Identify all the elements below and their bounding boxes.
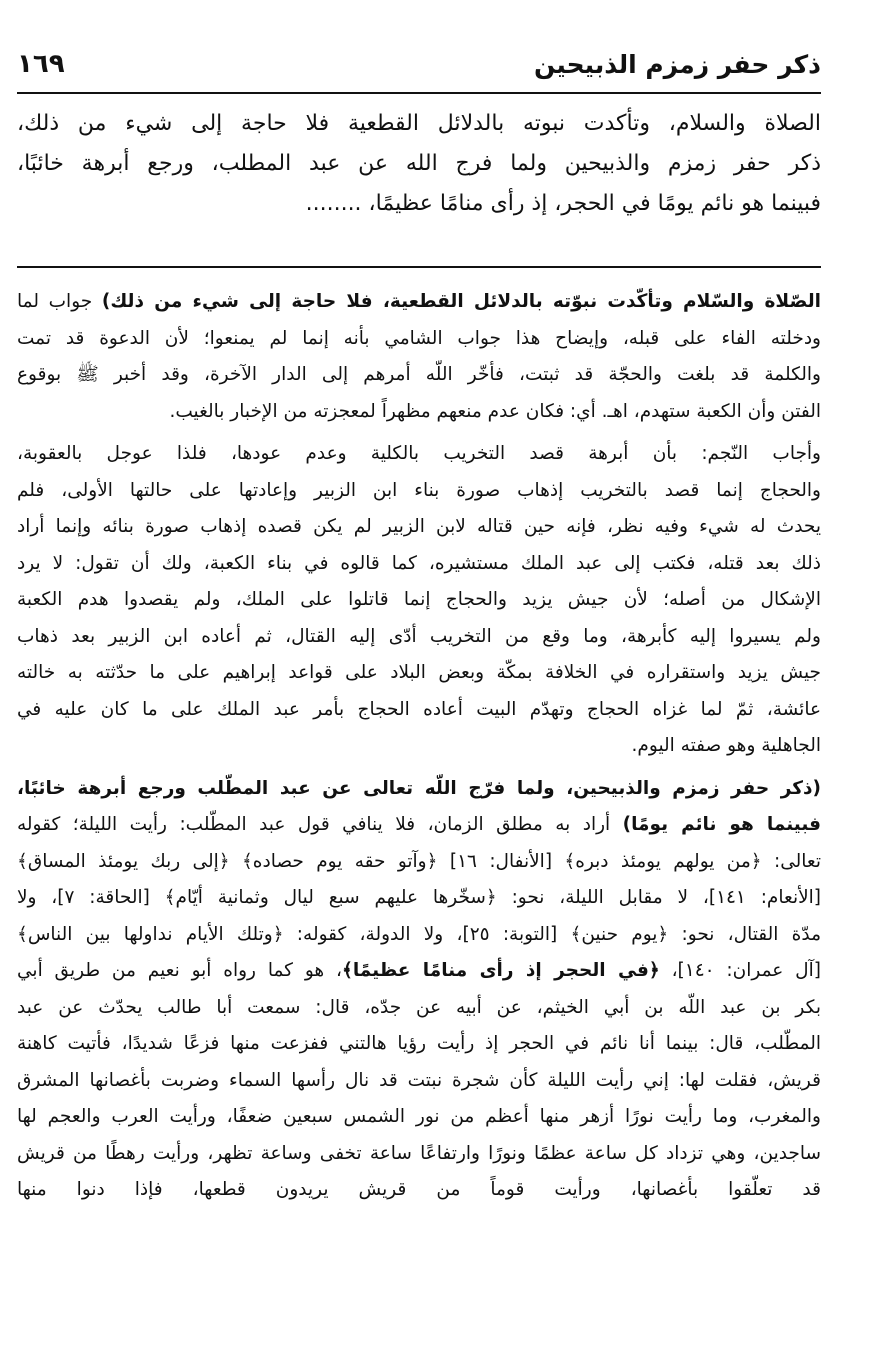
matn-line: ذكر حفر زمزم والذبيحين ولما فرج الله عن عبد المطلب، ورجع أبرهة خائبًا، [17, 151, 821, 176]
commentary-line: قريش، فقلت لها: إني رأيت الليلة كأن شجرة نبتت قد نال رأسها السماء وضربت بأغصانها المشرق [17, 1069, 821, 1091]
quoted-matn: الصّلاة والسّلام وتأكّدت نبوّته بالدلائل القطعية، فلا حاجة إلى شيء من ذلك) [101, 291, 821, 312]
commentary-fragment: أراد به مطلق الزمان، فلا ينافي قول عبد المطّلب: رأيت الليلة؛ كقوله [17, 814, 623, 835]
commentary-text [17, 284, 821, 1215]
matn-line: الصلاة والسلام، وتأكدت نبوته بالدلائل القطعية فلا حاجة إلى شيء من ذلك، [17, 111, 821, 136]
commentary-paragraph [17, 771, 821, 1209]
commentary-line: ساجدين، وهي تزداد كل ساعة عظمًا ونورًا وارتفاعًا ساعة تخفى وساعة تظهر، ورأيت رهطًا من قريش [17, 1142, 821, 1164]
commentary-fragment: [آل عمران: ١٤٠]، [659, 960, 821, 981]
commentary-line: والحجاج إنما قصد بالتخريب إذهاب صورة بناء ابن الزبير وإعادتها على حالتها الأولى، فلم [17, 479, 821, 501]
commentary-line [17, 953, 821, 990]
commentary-line [17, 284, 821, 321]
quoted-matn: فبينما هو نائم يومًا) [622, 814, 821, 835]
commentary-line: تعالى: ﴿من يولهم يومئذ دبره﴾ [الأنفال: ١٦] ﴿وآتو حقه يوم حصاده﴾ ﴿إلى ربك يومئذ المساق﴾ [17, 850, 821, 872]
commentary-line: الفتن وأن الكعبة ستهدم، اهـ. أي: فكان عدم منعهم مظهراً لمعجزته من الإخبار بالغيب. [169, 400, 821, 422]
commentary-line: ذلك بعد قتله، فكتب إلى عبد الملك مستشيره، كما قالوه في بناء الكعبة، ولك أن تقول: لا يرد [17, 552, 821, 574]
commentary-line: والمغرب، وما رأيت نورًا أزهر منها أعظم من نور الشمس سبعين ضعفًا، ورأيت العرب والعجم لها [17, 1106, 821, 1127]
commentary-line: وأجاب النّجم: بأن أبرهة قصد التخريب بالكلية وعدم عودها، فلذا عوجل بالعقوبة، [17, 443, 821, 464]
running-title: ذكر حفر زمزم الذبيحين [533, 49, 821, 79]
matn-text [17, 104, 821, 224]
commentary-line: الإشكال من أصله؛ لأن جيش يزيد والحجاج إنما قاتلوا على الملك، ولم يقصدوا هدم الكعبة [17, 589, 821, 610]
commentary-fragment: جواب لما [17, 291, 102, 312]
header-rule [17, 92, 821, 94]
matn-line: فبينما هو نائم يومًا في الحجر، إذ رأى منامًا عظيمًا، ........ [305, 191, 821, 216]
commentary-line [17, 807, 821, 844]
commentary-paragraph [17, 436, 821, 765]
commentary-line: يحدث له شيء وفيه نظر، فإنه حين قتاله لابن الزبير لم يكن قصده إذهاب صورة بنائه وإنما أراد [17, 516, 821, 537]
commentary-line: [الأنعام: ١٤١]، لا مقابل الليلة، نحو: ﴿سخّرها عليهم سبع ليال وثمانية أيّام﴾ [الحاقة: ٧]، ولا [17, 887, 821, 908]
quoted-matn: (ذكر حفر زمزم والذبيحين، ولما فرّج اللّه تعالى عن عبد المطّلب ورجع أبرهة خائبًا، [17, 777, 821, 799]
commentary-line: ولم يسيروا إليه كأبرهة، وما وقع من التخريب أدّى إليه القتال، ثم أعاده ابن الزبير بعد ذهاب [17, 625, 821, 647]
page-header [17, 38, 821, 90]
commentary-line: والكلمة قد بلغت والحجّة قد ثبتت، فأخّر اللّه أمرهم إلى الدار الآخرة، وقد أخبر ﷺ بوقوع [17, 364, 821, 385]
commentary-paragraph [17, 284, 821, 430]
commentary-line: عائشة، ثمّ لما غزاه الحجاج وتهدّم البيت أعاده الحجاج بأمر عبد الملك على ما كان عليه في [17, 698, 821, 720]
quoted-matn: ﴿في الحجر إذ رأى منامًا عظيمًا﴾ [341, 960, 660, 981]
commentary-line: المطّلب، قال: بينما أنا نائم في الحجر إذ رأيت رؤيا هالتني ففزعت منها فزعًا شديدًا، فأتيت كاهنة [17, 1033, 821, 1054]
matn-separator-rule [17, 266, 821, 268]
commentary-line: قد تعلّقوا بأغصانها، ورأيت قوماً من قريش يريدون قطعها، فإذا دنوا منها [17, 1179, 821, 1200]
commentary-fragment: ، هو كما رواه أبو نعيم من طريق أبي [17, 960, 342, 981]
page-number: ١٦٩ [17, 49, 65, 79]
commentary-line: جيش يزيد واستقراره في الخلافة بمكّة وبعض البلاد على قواعد إبراهيم على ما حدّثته به خالته [17, 662, 821, 683]
commentary-line: ودخلته الفاء على قبله، وإيضاح هذا جواب الشامي بأنه إنما لم يمنعوا؛ لأن الدعوة قد تمت [17, 327, 821, 349]
commentary-line: مدّة القتال، نحو: ﴿يوم حنين﴾ [التوبة: ٢٥]، ولا الدولة، كقوله: ﴿وتلك الأيام نداولها بين الناس﴾ [17, 923, 821, 945]
commentary-line: الجاهلية وهو صفته اليوم. [631, 735, 821, 756]
commentary-line: بكر بن عبد اللّه بن أبي الخيثم، عن أبيه عن جدّه، قال: سمعت أبا طالب يحدّث عن عبد [17, 996, 821, 1018]
